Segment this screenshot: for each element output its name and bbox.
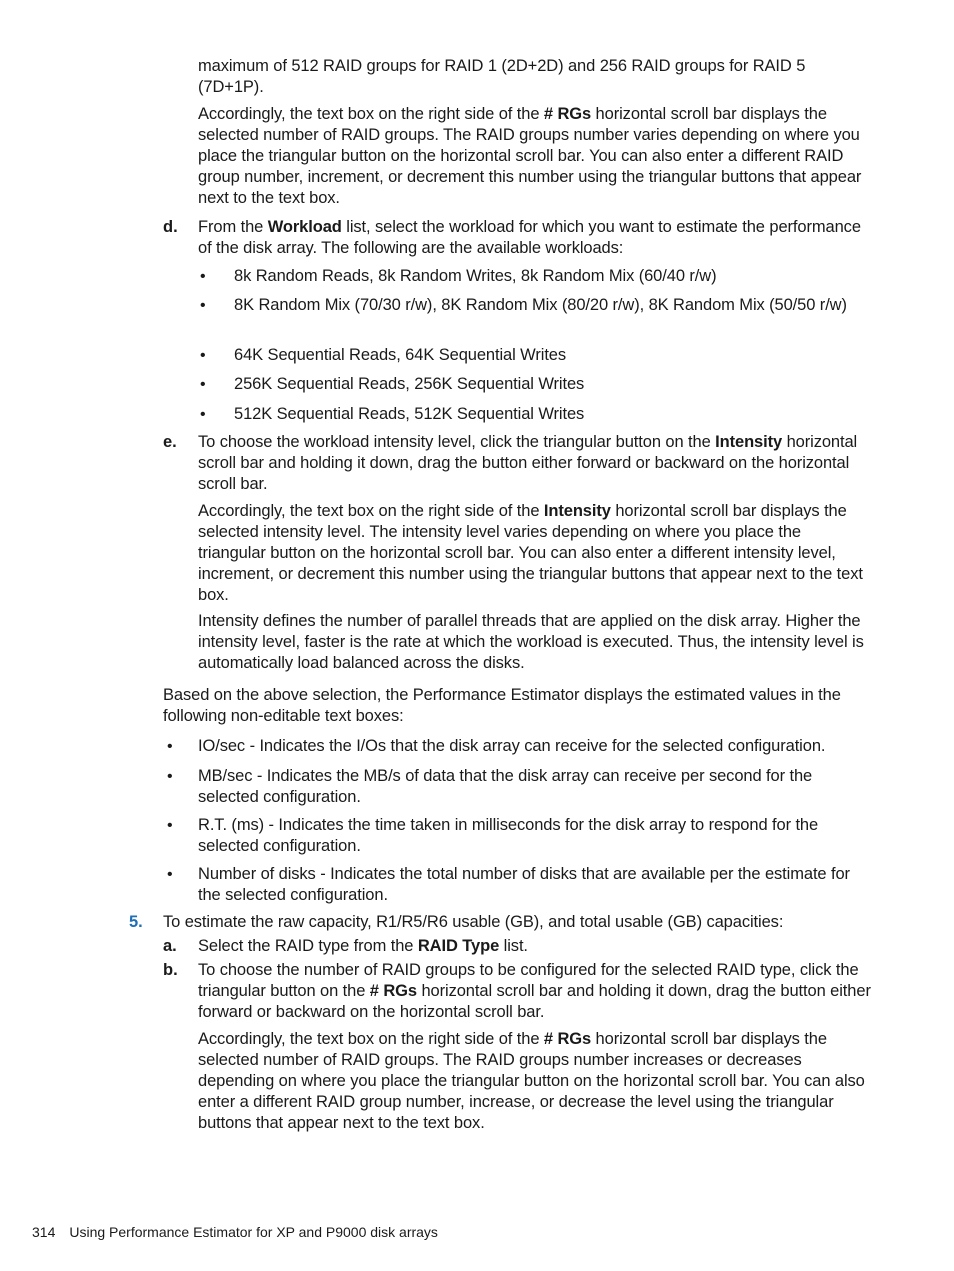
output-item: R.T. (ms) - Indicates the time taken in milliseconds for the disk array to respond for the selected configuration. — [198, 816, 819, 855]
bullet-icon: • — [167, 866, 173, 883]
accordingly-rgs-paragraph: Accordingly, the text box on the right side of the # RGs horizontal scroll bar displays the selected number of RAID groups. The RAID groups number varies depending on where you place the triangular button on the horizontal scroll bar. You can also enter a different RAID group number, increment, or decrement this number using the triangular buttons that appear next to the text box. — [198, 105, 862, 207]
workload-item: 64K Sequential Reads, 64K Sequential Writes — [234, 346, 567, 364]
accordingly-intensity-paragraph: Accordingly, the text box on the right side of the Intensity horizontal scroll bar displays the selected intensity level. The intensity level varies depending on where you place the triangular button on the horizontal scroll bar. You can also enter a different intensity level, increment, or decrement this number using the triangular buttons that appear next to the text box. — [198, 502, 863, 604]
bullet-icon: • — [200, 406, 206, 423]
page-footer — [32, 1222, 438, 1242]
step-5-number: 5. — [129, 913, 143, 931]
footer-title: Using Performance Estimator for XP and P9000 disk arrays — [69, 1224, 438, 1240]
step-5a-text: Select the RAID type from the RAID Type list. — [198, 937, 528, 955]
accordingly-rgs-paragraph-2: Accordingly, the text box on the right side of the # RGs horizontal scroll bar displays the selected number of RAID groups. The RAID groups number increases or decreases depending on where you place the triangular button on the horizontal scroll bar. You can also enter a different RAID group number, increase, or decrease the level using the triangular buttons that appear next to the text box. — [198, 1030, 865, 1132]
based-on-paragraph: Based on the above selection, the Performance Estimator displays the estimated values in the following non-editable text boxes: — [163, 686, 841, 725]
step-5a-label: a. — [163, 937, 177, 955]
step-e-text: To choose the workload intensity level, click the triangular button on the Intensity horizontal scroll bar and holding it down, drag the button either forward or backward on the horizontal scroll bar. — [198, 433, 858, 493]
workload-item: 8k Random Reads, 8k Random Writes, 8k Random Mix (60/40 r/w) — [234, 267, 717, 285]
bullet-icon: • — [200, 297, 206, 314]
bullet-icon: • — [167, 738, 173, 755]
step-e-label: e. — [163, 433, 177, 451]
step-5-text: To estimate the raw capacity, R1/R5/R6 usable (GB), and total usable (GB) capacities: — [163, 913, 784, 931]
workload-item: 512K Sequential Reads, 512K Sequential Writes — [234, 405, 585, 423]
step-d-label: d. — [163, 218, 178, 236]
page-number: 314 — [32, 1224, 56, 1240]
workload-item: 8K Random Mix (70/30 r/w), 8K Random Mix (80/20 r/w), 8K Random Mix (50/50 r/w) — [234, 296, 847, 314]
step-5b-text: To choose the number of RAID groups to be configured for the selected RAID type, click the triangular button on the # RGs horizontal scroll bar and holding it down, drag the button either forward or backward on the horizontal scroll bar. — [198, 961, 871, 1021]
continuation-paragraph: maximum of 512 RAID groups for RAID 1 (2D+2D) and 256 RAID groups for RAID 5 (7D+1P). — [198, 57, 806, 96]
workload-item: 256K Sequential Reads, 256K Sequential Writes — [234, 375, 585, 393]
step-5b-label: b. — [163, 961, 178, 979]
step-d-text: From the Workload list, select the workload for which you want to estimate the performance of the disk array. The following are the available workloads: — [198, 218, 861, 257]
bullet-icon: • — [200, 268, 206, 285]
bullet-icon: • — [200, 347, 206, 364]
output-item: IO/sec - Indicates the I/Os that the disk array can receive for the selected configuration. — [198, 737, 826, 755]
output-item: MB/sec - Indicates the MB/s of data that the disk array can receive per second for the selected configuration. — [198, 767, 813, 806]
intensity-definition-paragraph: Intensity defines the number of parallel threads that are applied on the disk array. Higher the intensity level, faster is the rate at which the workload is executed. Thus, the intensity level is automatically load balanced across the disks. — [198, 612, 864, 672]
bullet-icon: • — [200, 376, 206, 393]
bullet-icon: • — [167, 768, 173, 785]
output-item: Number of disks - Indicates the total number of disks that are available per the estimate for the selected configuration. — [198, 865, 850, 904]
bullet-icon: • — [167, 817, 173, 834]
